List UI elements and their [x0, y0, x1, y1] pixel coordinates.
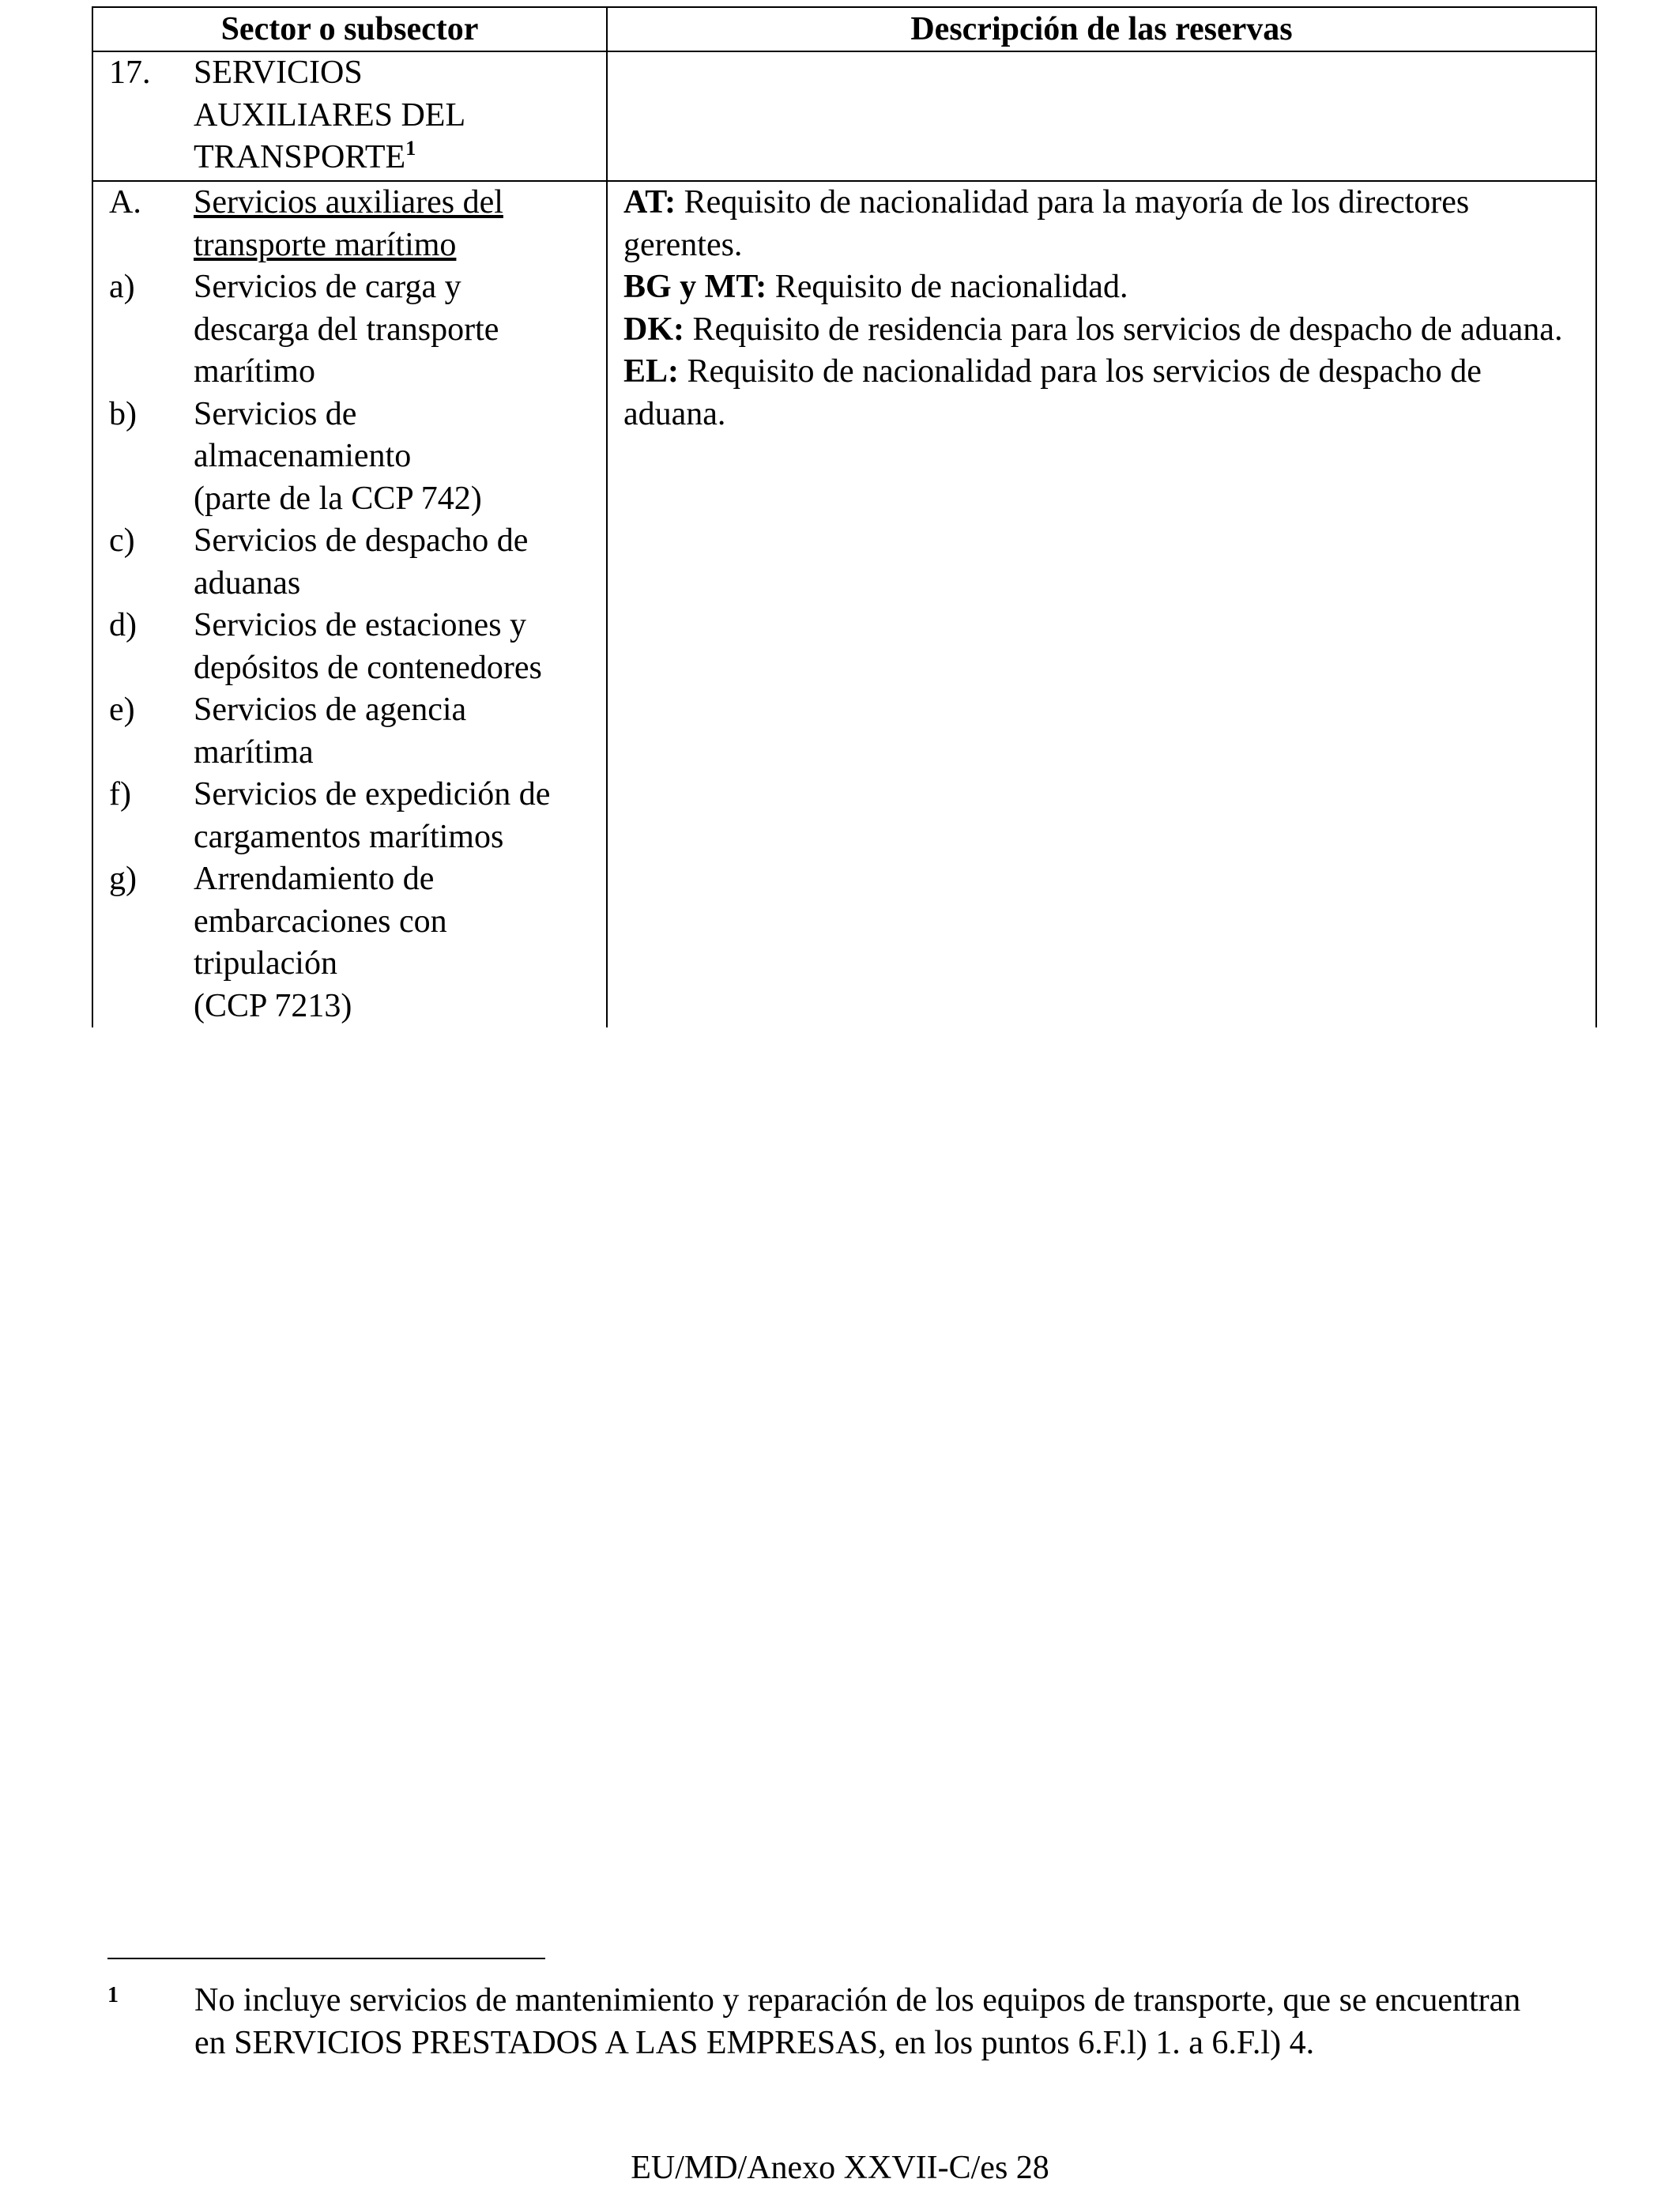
footnote-number: 1 — [107, 1983, 119, 2007]
list-item: g) Arrendamiento de embarcaciones con tripulación (CCP 7213) — [109, 861, 447, 1024]
footnote — [107, 1980, 1530, 2064]
reservations-cell — [608, 182, 1595, 1027]
header-sector: Sector o subsector — [93, 8, 608, 51]
list-item: b) Servicios de almacenamiento (parte de la CCP 742) — [109, 395, 482, 517]
subsector-title: Servicios auxiliares del transporte marítimo — [194, 184, 503, 263]
subsector-heading: A. Servicios auxiliares del transporte marítimo — [93, 182, 606, 266]
list-item: c) Servicios de despacho de aduanas — [109, 522, 529, 601]
reservations-table — [92, 6, 1597, 1027]
footnote-text: No incluye servicios de mantenimiento y reparación de los equipos de transporte, que se encuentran en SERVICIOS PRESTADOS A LAS EMPRESAS, en los puntos 6.F.l) 1. a 6.F.l) 4. — [194, 1982, 1521, 2061]
table-header-row — [92, 6, 1597, 51]
reservation-at: AT: Requisito de nacionalidad para la mayoría de los directores gerentes. — [623, 184, 1470, 263]
list-item: d) Servicios de estaciones y depósitos de contenedores — [109, 607, 542, 686]
section-row — [92, 51, 1597, 180]
list-item: a) Servicios de carga y descarga del transporte marítimo — [109, 269, 499, 390]
reservation-dk: DK: Requisito de residencia para los servicios de despacho de aduana. — [623, 311, 1563, 348]
list-item: f) Servicios de expedición de cargamentos marítimos — [109, 776, 551, 855]
reservation-el: EL: Requisito de nacionalidad para los servicios de despacho de aduana. — [623, 353, 1482, 432]
subsector-cell — [93, 182, 608, 1027]
footnote-ref: 1 — [405, 137, 416, 160]
list-item: e) Servicios de agencia marítima — [109, 692, 467, 771]
section-description-empty — [608, 52, 1595, 180]
header-description: Descripción de las reservas — [910, 11, 1293, 47]
subsector-row — [92, 180, 1597, 1027]
reservation-bg-mt: BG y MT: Requisito de nacionalidad. — [623, 269, 1128, 305]
page-footer: EU/MD/Anexo XXVII-C/es 28 — [631, 2150, 1049, 2186]
section-title: SERVICIOS AUXILIARES DEL TRANSPORTE — [194, 55, 465, 175]
section-number: 17. — [109, 55, 151, 91]
footnote-separator — [107, 1958, 545, 1959]
